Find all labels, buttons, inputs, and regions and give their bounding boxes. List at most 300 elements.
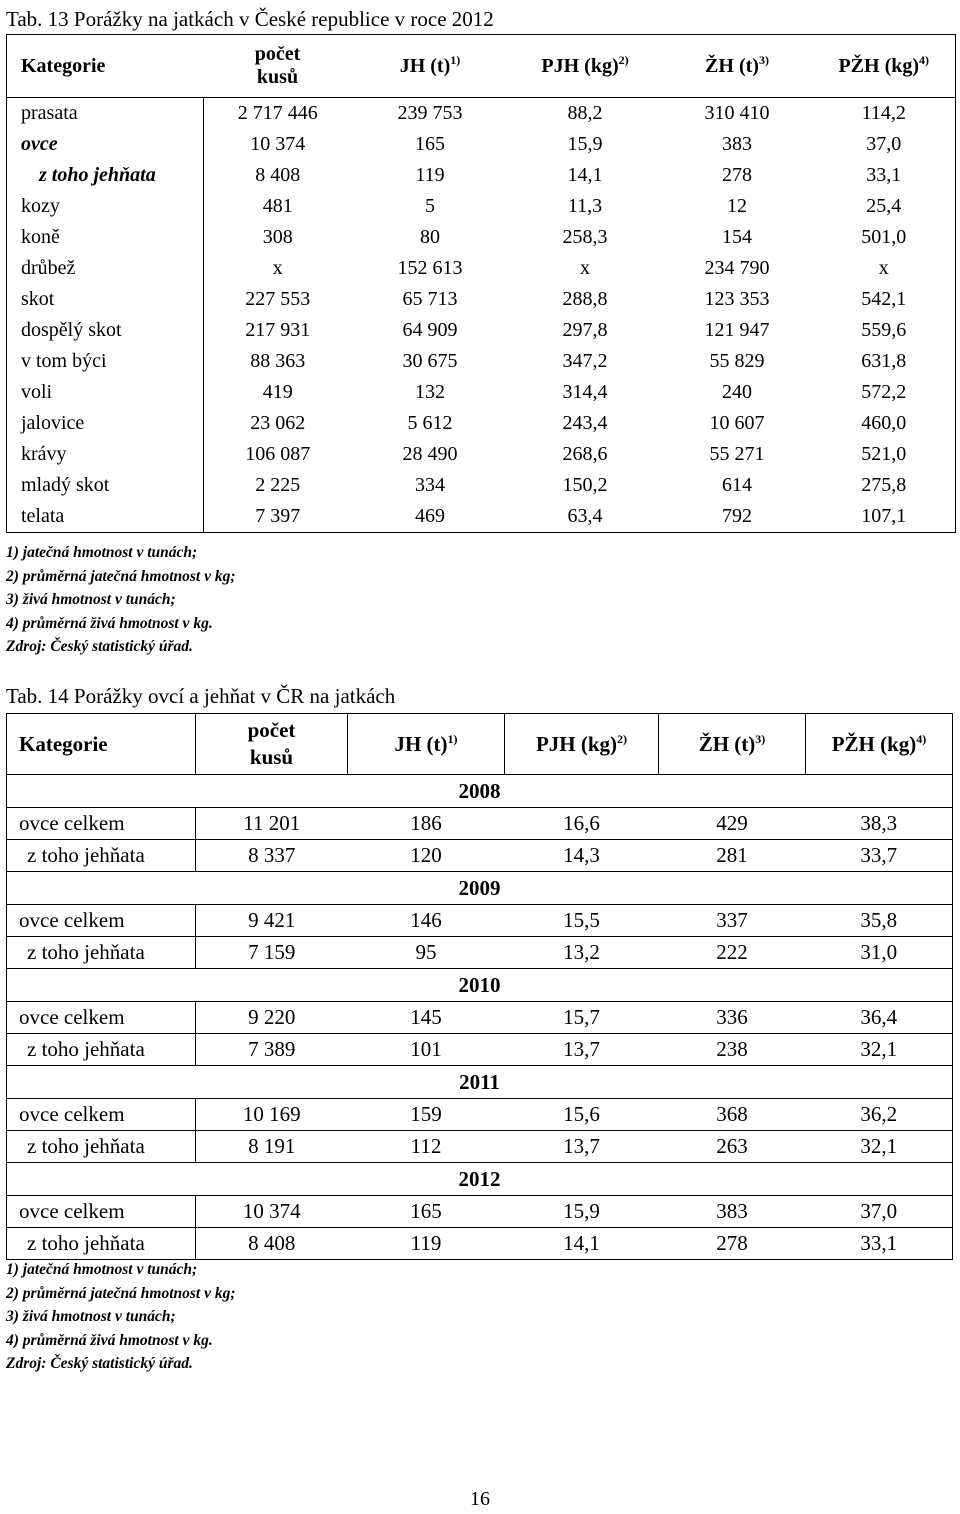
header-zh-label: ŽH (t) — [705, 54, 759, 77]
cell-pjh — [509, 501, 662, 533]
cell-jh: 119 — [348, 1228, 505, 1260]
cell-text: 64 909 — [402, 319, 458, 341]
cell-text: 7 397 — [255, 505, 301, 527]
table-row — [7, 377, 956, 408]
note-line: 3) živá hmotnost v tunách; — [6, 1308, 176, 1326]
cell-jh: 159 — [348, 1099, 505, 1131]
note-line: 3) živá hmotnost v tunách; — [6, 591, 176, 609]
cell-text: 14,1 — [567, 164, 603, 186]
cell-pjh — [509, 346, 662, 377]
cell-text: 288,8 — [562, 288, 608, 310]
year-label: 2008 — [7, 775, 953, 808]
cell-text: 119 — [415, 164, 445, 186]
cell-text: 239 753 — [397, 102, 463, 124]
header-pzh-sup: 4) — [919, 52, 930, 67]
cell-text: 334 — [415, 474, 445, 496]
cell-text: kozy — [21, 195, 60, 217]
cell-pocet: 10 169 — [196, 1099, 348, 1131]
cell-text: 25,4 — [866, 195, 902, 217]
cell-pjh — [509, 98, 662, 130]
cell-text: 314,4 — [562, 381, 608, 403]
cell-zh — [662, 253, 813, 284]
header-pocet-line1: počet — [247, 718, 296, 742]
row-label: z toho jehňata — [7, 937, 196, 969]
cell-text: 227 553 — [245, 288, 311, 310]
note-line: 1) jatečná hmotnost v tunách; — [6, 1261, 198, 1278]
header-pjh-label: PJH (kg) — [541, 54, 619, 77]
cell-jh — [352, 470, 509, 501]
cell-text: 88,2 — [567, 102, 603, 124]
table-row — [7, 439, 956, 470]
cell-text: 275,8 — [861, 474, 907, 496]
cell-zh: 337 — [659, 905, 806, 937]
table-row — [7, 905, 953, 937]
cell-pocet — [204, 377, 352, 408]
cell-text: 23 062 — [250, 412, 306, 434]
note-line: 2) průměrná jatečná hmotnost v kg; — [6, 1284, 236, 1302]
table-13-caption: Tab. 13 Porážky na jatkách v České republice v roce 2012 — [6, 7, 494, 31]
cell-text: skot — [21, 288, 55, 310]
cell-text: 559,6 — [861, 319, 907, 341]
cell-pocet: 8 191 — [196, 1131, 348, 1163]
cell-pjh: 15,7 — [505, 1002, 659, 1034]
cell-jh: 165 — [348, 1196, 505, 1228]
table-row — [7, 315, 956, 346]
cell-zh: 263 — [659, 1131, 806, 1163]
cell-zh: 238 — [659, 1034, 806, 1066]
cell-pocet — [204, 284, 352, 315]
cell-zh: 281 — [659, 840, 806, 872]
cell-pjh: 13,2 — [505, 937, 659, 969]
cell-zh: 278 — [659, 1228, 806, 1260]
cell-text: 5 — [425, 195, 435, 217]
year-row — [7, 1066, 953, 1099]
header-jh-label: JH (t) — [394, 731, 448, 756]
cell-jh — [352, 408, 509, 439]
cell-pzh: 33,7 — [806, 840, 953, 872]
cell-pzh — [813, 377, 956, 408]
cell-pjh: 13,7 — [505, 1034, 659, 1066]
header-pjh-sup: 2) — [618, 52, 629, 67]
cell-zh: 222 — [659, 937, 806, 969]
cell-pjh: 14,3 — [505, 840, 659, 872]
row-label — [7, 377, 204, 408]
table-row — [7, 501, 956, 533]
table-row — [7, 808, 953, 840]
cell-pzh — [813, 346, 956, 377]
cell-text: 8 408 — [255, 164, 301, 186]
cell-zh — [662, 346, 813, 377]
cell-text: 792 — [722, 505, 752, 527]
cell-zh — [662, 439, 813, 470]
cell-zh: 368 — [659, 1099, 806, 1131]
header-jh-sup: 1) — [447, 731, 458, 746]
row-label — [7, 160, 204, 191]
cell-pocet — [204, 408, 352, 439]
cell-text: 2 225 — [255, 474, 301, 496]
header-pocet-line1: počet — [254, 43, 301, 65]
cell-pjh: 15,5 — [505, 905, 659, 937]
cell-zh — [662, 222, 813, 253]
year-label: 2010 — [7, 969, 953, 1002]
cell-jh: 95 — [348, 937, 505, 969]
cell-text: 80 — [420, 226, 440, 248]
table-14 — [6, 713, 953, 1260]
note-line: 4) průměrná živá hmotnost v kg. — [6, 614, 213, 632]
cell-pocet: 9 220 — [196, 1002, 348, 1034]
table-row — [7, 937, 953, 969]
row-label: ovce celkem — [7, 1002, 196, 1034]
cell-text: x — [580, 257, 590, 279]
cell-text: 55 829 — [709, 350, 765, 372]
cell-text: 217 931 — [245, 319, 311, 341]
cell-pocet — [204, 470, 352, 501]
cell-pocet — [204, 98, 352, 130]
cell-text: x — [878, 257, 889, 279]
cell-pjh — [509, 160, 662, 191]
cell-text: 150,2 — [562, 474, 608, 496]
cell-pocet — [204, 346, 352, 377]
cell-jh: 112 — [348, 1131, 505, 1163]
cell-pocet: 7 389 — [196, 1034, 348, 1066]
cell-text: 542,1 — [861, 288, 907, 310]
cell-text: 132 — [415, 381, 445, 403]
cell-zh — [662, 315, 813, 346]
table-14-notes — [6, 1258, 236, 1376]
row-label — [7, 315, 204, 346]
cell-zh: 336 — [659, 1002, 806, 1034]
table-row — [7, 160, 956, 191]
table-row — [7, 408, 956, 439]
cell-pocet: 8 408 — [196, 1228, 348, 1260]
header-jh — [352, 35, 509, 98]
cell-pjh: 15,9 — [505, 1196, 659, 1228]
header-zh — [662, 35, 813, 98]
cell-pocet: 9 421 — [196, 905, 348, 937]
cell-pzh — [813, 315, 956, 346]
header-pjh — [505, 714, 659, 775]
cell-pzh — [813, 222, 956, 253]
header-zh-sup: 3) — [758, 52, 769, 67]
cell-text: 2 717 446 — [237, 102, 318, 124]
year-label: 2012 — [7, 1163, 953, 1196]
table-13 — [6, 34, 956, 533]
header-zh — [659, 714, 806, 775]
row-label — [7, 284, 204, 315]
header-pzh-label: PŽH (kg) — [831, 731, 917, 756]
cell-zh — [662, 98, 813, 130]
cell-text: 63,4 — [567, 505, 603, 527]
cell-pjh: 14,1 — [505, 1228, 659, 1260]
cell-text: 310 410 — [704, 102, 770, 124]
header-kategorie: Kategorie — [7, 714, 196, 775]
cell-zh — [662, 470, 813, 501]
cell-pjh — [509, 191, 662, 222]
table-14-header-row — [7, 714, 953, 775]
cell-text: 460,0 — [861, 412, 907, 434]
cell-pzh — [813, 253, 956, 284]
cell-zh — [662, 408, 813, 439]
cell-pzh — [813, 501, 956, 533]
cell-text: dospělý skot — [21, 319, 122, 341]
cell-text: 501,0 — [861, 226, 907, 248]
header-pjh-label: PJH (kg) — [535, 731, 618, 756]
note-source: Zdroj: Český statistický úřad. — [6, 638, 193, 656]
cell-pjh — [509, 253, 662, 284]
cell-text: 268,6 — [562, 443, 608, 465]
cell-pzh: 37,0 — [806, 1196, 953, 1228]
header-pocet-kusu — [204, 35, 352, 98]
row-label: z toho jehňata — [7, 840, 196, 872]
row-label — [7, 222, 204, 253]
cell-text: 481 — [262, 195, 293, 217]
note-source: Zdroj: Český statistický úřad. — [6, 1355, 193, 1373]
cell-text: 234 790 — [704, 257, 770, 279]
cell-text: 12 — [727, 195, 747, 217]
cell-text: 383 — [722, 133, 752, 155]
header-pjh — [509, 35, 662, 98]
cell-jh — [352, 253, 509, 284]
row-label: z toho jehňata — [7, 1131, 196, 1163]
cell-text: 11,3 — [567, 195, 603, 217]
header-pzh — [806, 714, 953, 775]
row-label: ovce celkem — [7, 1099, 196, 1131]
cell-text: 165 — [415, 133, 445, 155]
cell-text: telata — [21, 505, 65, 527]
cell-pjh — [509, 222, 662, 253]
cell-pocet — [204, 160, 352, 191]
cell-jh — [352, 222, 509, 253]
cell-pjh — [509, 470, 662, 501]
cell-pocet — [204, 315, 352, 346]
cell-jh — [352, 346, 509, 377]
cell-text: 33,1 — [866, 164, 902, 186]
note-line: 4) průměrná živá hmotnost v kg. — [6, 1331, 213, 1349]
cell-text: 114,2 — [861, 102, 906, 124]
cell-text: voli — [21, 381, 53, 403]
cell-pzh: 38,3 — [806, 808, 953, 840]
cell-pjh — [509, 439, 662, 470]
cell-zh — [662, 129, 813, 160]
cell-zh — [662, 377, 813, 408]
cell-pjh — [509, 315, 662, 346]
table-13-header-row — [7, 35, 956, 98]
year-row — [7, 872, 953, 905]
cell-pzh: 33,1 — [806, 1228, 953, 1260]
cell-pzh — [813, 284, 956, 315]
table-row — [7, 1099, 953, 1131]
cell-pzh — [813, 129, 956, 160]
cell-pzh — [813, 439, 956, 470]
cell-pocet: 11 201 — [196, 808, 348, 840]
cell-text: 28 490 — [402, 443, 458, 465]
header-pjh-sup: 2) — [617, 731, 628, 746]
header-pocet-line2: kusů — [249, 745, 294, 769]
table-row — [7, 1131, 953, 1163]
table-row — [7, 222, 956, 253]
cell-pjh — [509, 408, 662, 439]
row-label — [7, 439, 204, 470]
cell-text: 419 — [262, 381, 293, 403]
cell-text: x — [272, 257, 283, 279]
cell-jh — [352, 284, 509, 315]
row-label — [7, 470, 204, 501]
year-row — [7, 969, 953, 1002]
note-line: 1) jatečná hmotnost v tunách; — [6, 544, 198, 561]
cell-text: 10 607 — [709, 412, 765, 434]
header-pzh-sup: 4) — [916, 731, 927, 746]
row-label — [7, 98, 204, 130]
cell-jh: 120 — [348, 840, 505, 872]
cell-jh — [352, 439, 509, 470]
table-14-caption: Tab. 14 Porážky ovcí a jehňat v ČR na jatkách — [6, 684, 396, 708]
header-jh-label: JH (t) — [399, 54, 451, 77]
cell-text: 65 713 — [402, 288, 458, 310]
cell-pzh — [813, 98, 956, 130]
header-kategorie: Kategorie — [7, 35, 204, 98]
cell-pocet — [204, 439, 352, 470]
table-row — [7, 1228, 953, 1260]
cell-text: 5 612 — [407, 412, 453, 434]
cell-text: 240 — [722, 381, 752, 403]
cell-pzh — [813, 191, 956, 222]
cell-text: 30 675 — [402, 350, 458, 372]
header-pzh — [813, 35, 956, 98]
cell-pzh — [813, 470, 956, 501]
table-row — [7, 1034, 953, 1066]
cell-text: ovce — [21, 133, 58, 155]
cell-jh — [352, 98, 509, 130]
cell-text: 152 613 — [397, 257, 463, 279]
table-row — [7, 346, 956, 377]
cell-pzh: 35,8 — [806, 905, 953, 937]
note-line: 2) průměrná jatečná hmotnost v kg; — [6, 567, 236, 585]
cell-text: z toho jehňata — [39, 164, 156, 186]
cell-text: 37,0 — [866, 133, 902, 155]
header-pzh-label: PŽH (kg) — [838, 54, 920, 77]
row-label — [7, 346, 204, 377]
header-jh-sup: 1) — [450, 52, 461, 67]
cell-text: 123 353 — [704, 288, 770, 310]
header-zh-label: ŽH (t) — [698, 731, 756, 756]
cell-pzh: 36,2 — [806, 1099, 953, 1131]
cell-jh: 145 — [348, 1002, 505, 1034]
cell-text: prasata — [21, 102, 78, 124]
table-row — [7, 253, 956, 284]
cell-text: 15,9 — [567, 133, 603, 155]
cell-jh — [352, 160, 509, 191]
table-row — [7, 129, 956, 160]
year-label: 2011 — [7, 1066, 953, 1099]
cell-jh — [352, 191, 509, 222]
cell-text: 55 271 — [709, 443, 765, 465]
cell-text: 521,0 — [861, 443, 907, 465]
header-pocet-kusu — [196, 714, 348, 775]
header-pocet-line2: kusů — [256, 66, 299, 88]
row-label: ovce celkem — [7, 1196, 196, 1228]
cell-text: 243,4 — [562, 412, 608, 434]
cell-text: 258,3 — [562, 226, 608, 248]
row-label: ovce celkem — [7, 905, 196, 937]
cell-jh — [352, 129, 509, 160]
page-number: 16 — [470, 1488, 490, 1510]
cell-jh: 101 — [348, 1034, 505, 1066]
cell-text: 347,2 — [562, 350, 608, 372]
cell-text: 107,1 — [861, 505, 907, 527]
cell-pjh: 16,6 — [505, 808, 659, 840]
cell-text: 308 — [262, 226, 293, 248]
cell-text: v tom býci — [21, 350, 107, 372]
cell-text: 121 947 — [704, 319, 770, 341]
row-label — [7, 408, 204, 439]
cell-text: krávy — [21, 443, 67, 465]
table-row — [7, 470, 956, 501]
row-label: z toho jehňata — [7, 1034, 196, 1066]
cell-text: 469 — [415, 505, 445, 527]
cell-text: 278 — [722, 164, 752, 186]
cell-zh — [662, 284, 813, 315]
cell-text: 154 — [722, 226, 752, 248]
cell-pocet — [204, 222, 352, 253]
table-row — [7, 98, 956, 130]
cell-pocet: 7 159 — [196, 937, 348, 969]
cell-pzh: 32,1 — [806, 1034, 953, 1066]
cell-jh: 186 — [348, 808, 505, 840]
cell-jh — [352, 377, 509, 408]
year-row — [7, 1163, 953, 1196]
cell-jh — [352, 501, 509, 533]
cell-pjh — [509, 284, 662, 315]
cell-pjh — [509, 377, 662, 408]
cell-text: mladý skot — [21, 474, 110, 496]
cell-pzh: 31,0 — [806, 937, 953, 969]
cell-pocet — [204, 191, 352, 222]
cell-pzh: 32,1 — [806, 1131, 953, 1163]
cell-text: 106 087 — [245, 443, 311, 465]
table-row — [7, 191, 956, 222]
cell-jh: 146 — [348, 905, 505, 937]
cell-zh: 383 — [659, 1196, 806, 1228]
cell-zh — [662, 191, 813, 222]
cell-pocet — [204, 501, 352, 533]
table-row — [7, 284, 956, 315]
cell-pocet — [204, 129, 352, 160]
cell-pocet — [204, 253, 352, 284]
cell-text: koně — [21, 226, 60, 248]
cell-text: 88 363 — [250, 350, 306, 372]
cell-zh: 429 — [659, 808, 806, 840]
table-row — [7, 840, 953, 872]
row-label — [7, 129, 204, 160]
cell-text: 10 374 — [250, 133, 306, 155]
cell-text: 614 — [722, 474, 752, 496]
row-label: ovce celkem — [7, 808, 196, 840]
cell-pjh — [509, 129, 662, 160]
header-zh-sup: 3) — [755, 731, 766, 746]
cell-pzh — [813, 160, 956, 191]
cell-text: 572,2 — [861, 381, 907, 403]
row-label — [7, 191, 204, 222]
cell-text: jalovice — [21, 412, 85, 434]
cell-pjh: 15,6 — [505, 1099, 659, 1131]
cell-jh — [352, 315, 509, 346]
cell-text: 631,8 — [861, 350, 907, 372]
cell-pocet: 8 337 — [196, 840, 348, 872]
cell-pzh: 36,4 — [806, 1002, 953, 1034]
row-label: z toho jehňata — [7, 1228, 196, 1260]
cell-zh — [662, 501, 813, 533]
cell-text: drůbež — [21, 257, 76, 279]
